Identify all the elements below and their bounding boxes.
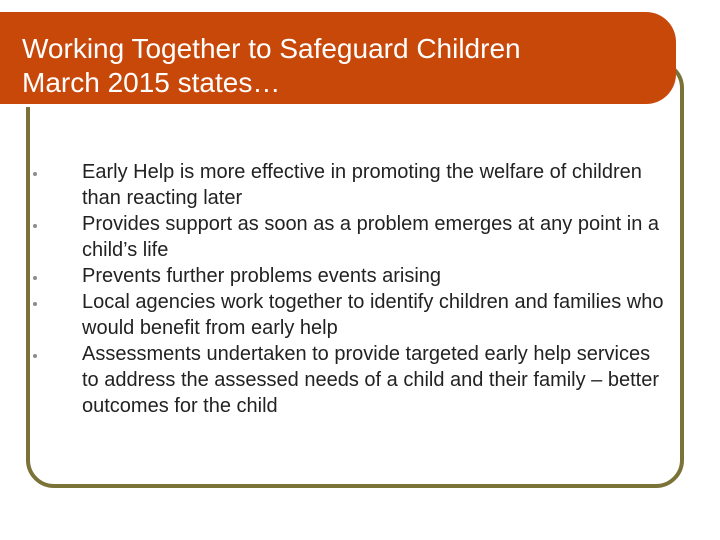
- slide-title-line-2: March 2015 states…: [22, 67, 281, 98]
- bullet-text: Assessments undertaken to provide targeted early help services to address the assessed needs of a child and their family – better outcomes for the child: [82, 343, 660, 417]
- bullet-text: Provides support as soon as a problem emerges at any point in a child’s life: [82, 213, 659, 261]
- title-banner: [0, 12, 676, 104]
- bullet-item: [32, 211, 672, 263]
- bullet-text: Early Help is more effective in promoting the welfare of children than reacting later: [82, 161, 642, 209]
- bullet-item: [32, 263, 672, 289]
- bullet-item: [32, 289, 672, 341]
- bullet-dot-icon: [33, 224, 37, 228]
- slide-title-line-1: Working Together to Safeguard Children: [22, 33, 521, 64]
- bullet-text: Prevents further problems events arising: [82, 265, 442, 287]
- title-underline: [0, 104, 636, 107]
- bullet-dot-icon: [33, 302, 37, 306]
- bullet-list: [32, 159, 672, 419]
- slide-title: [22, 32, 662, 100]
- bullet-dot-icon: [33, 276, 37, 280]
- bullet-dot-icon: [33, 172, 37, 176]
- bullet-dot-icon: [33, 354, 37, 358]
- bullet-item: [32, 159, 672, 211]
- bullet-item: [32, 341, 672, 419]
- bullet-text: Local agencies work together to identify children and families who would benefit from early help: [82, 291, 664, 339]
